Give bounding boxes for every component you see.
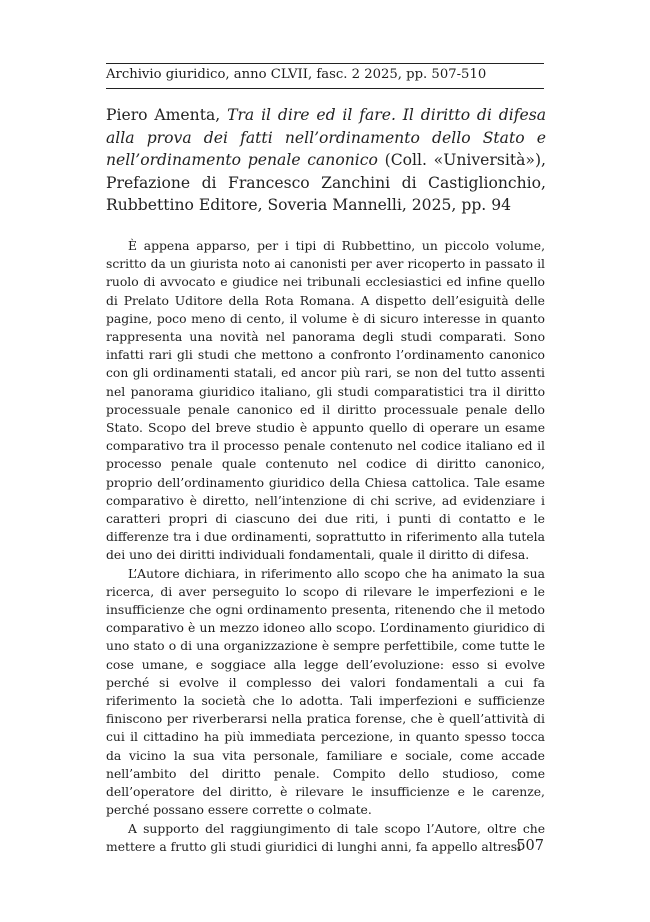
page-number: 507 bbox=[516, 838, 544, 854]
review-publication-info: (Coll. «Università»), Prefazione di Francesco Zanchini di Castiglionchio, Rubbettino Editore, Soveria Mannelli, 2025, pp. 94 bbox=[106, 151, 546, 214]
review-heading bbox=[106, 104, 546, 217]
review-author: Piero Amenta, bbox=[106, 106, 228, 124]
header-bottom-rule bbox=[106, 88, 544, 89]
body-paragraph: A supporto del raggiungimento di tale scopo l’Autore, oltre che mettere a frutto gli studi giuridici di lunghi anni, fa appello altresì bbox=[106, 821, 545, 854]
body-paragraph: L’Autore dichiara, in riferimento allo scopo che ha animato la sua ricerca, di aver perseguito lo scopo di rilevare le imperfezioni e le insufficienze che ogni ordinamento presenta, ritenendo che il metodo comparativo è un mezzo idoneo allo scopo. L’ordinamento giuridico di uno stato o di una organizzazione è sempre perfettibile, come tutte le cose umane, e soggiace alla legge dell’evoluzione: esso si evolve perché si evolve il complesso dei valori fondamentali a cui fa riferimento la società che lo adotta. Tali imperfezioni e sufficienze finiscono per riverberarsi nella pratica forense, che è quell’attività di cui il cittadino ha più immediata percezione, in quanto spesso tocca da vicino la sua vita personale, familiare e sociale, come accade nell’ambito del diritto penale. Compito dello studioso, come dell’operatore del diritto, è rilevare le insufficienze e le carenze, perché possano essere corrette o colmate. bbox=[106, 566, 545, 818]
review-book-title: Tra il dire ed il fare. Il diritto di difesa alla prova dei fatti nell’ordinamento dello Stato e nell’ordinamento penale canonico bbox=[106, 106, 547, 169]
body-paragraph: È appena apparso, per i tipi di Rubbettino, un piccolo volume, scritto da un giurista noto ai canonisti per aver ricoperto in passato il ruolo di avvocato e giudice nei tribunali ecclesiastici ed infine quello di Prelato Uditore della Rota Romana. A dispetto dell’esiguità delle pagine, poco meno di cento, il volume è di sicuro interesse in quanto rappresenta una novità nel panorama degli studi comparati. Sono infatti rari gli studi che mettono a confronto l’ordinamento canonico con gli ordinamenti statali, ed ancor più rari, se non del tutto assenti nel panorama giuridico italiano, gli studi comparatistici tra il diritto processuale penale canonico ed il diritto processuale penale dello Stato. Scopo del breve studio è appunto quello di operare un esame comparativo tra il processo penale contenuto nel codice italiano ed il processo penale quale contenuto nel codice di diritto canonico, proprio dell’ordinamento giuridico della Chiesa cattolica. Tale esame comparativo è diretto, nell’intenzione di chi scrive, ad evidenziare i caratteri propri di ciascuno dei due riti, i punti di contatto e le differenze tra i due ordinamenti, soprattutto in riferimento alla tutela dei uno dei diritti individuali fondamentali, quale il diritto di difesa. bbox=[106, 239, 545, 563]
header-top-rule bbox=[106, 63, 544, 64]
review-body bbox=[106, 237, 545, 856]
running-head: Archivio giuridico, anno CLVII, fasc. 2 2025, pp. 507-510 bbox=[106, 67, 487, 82]
